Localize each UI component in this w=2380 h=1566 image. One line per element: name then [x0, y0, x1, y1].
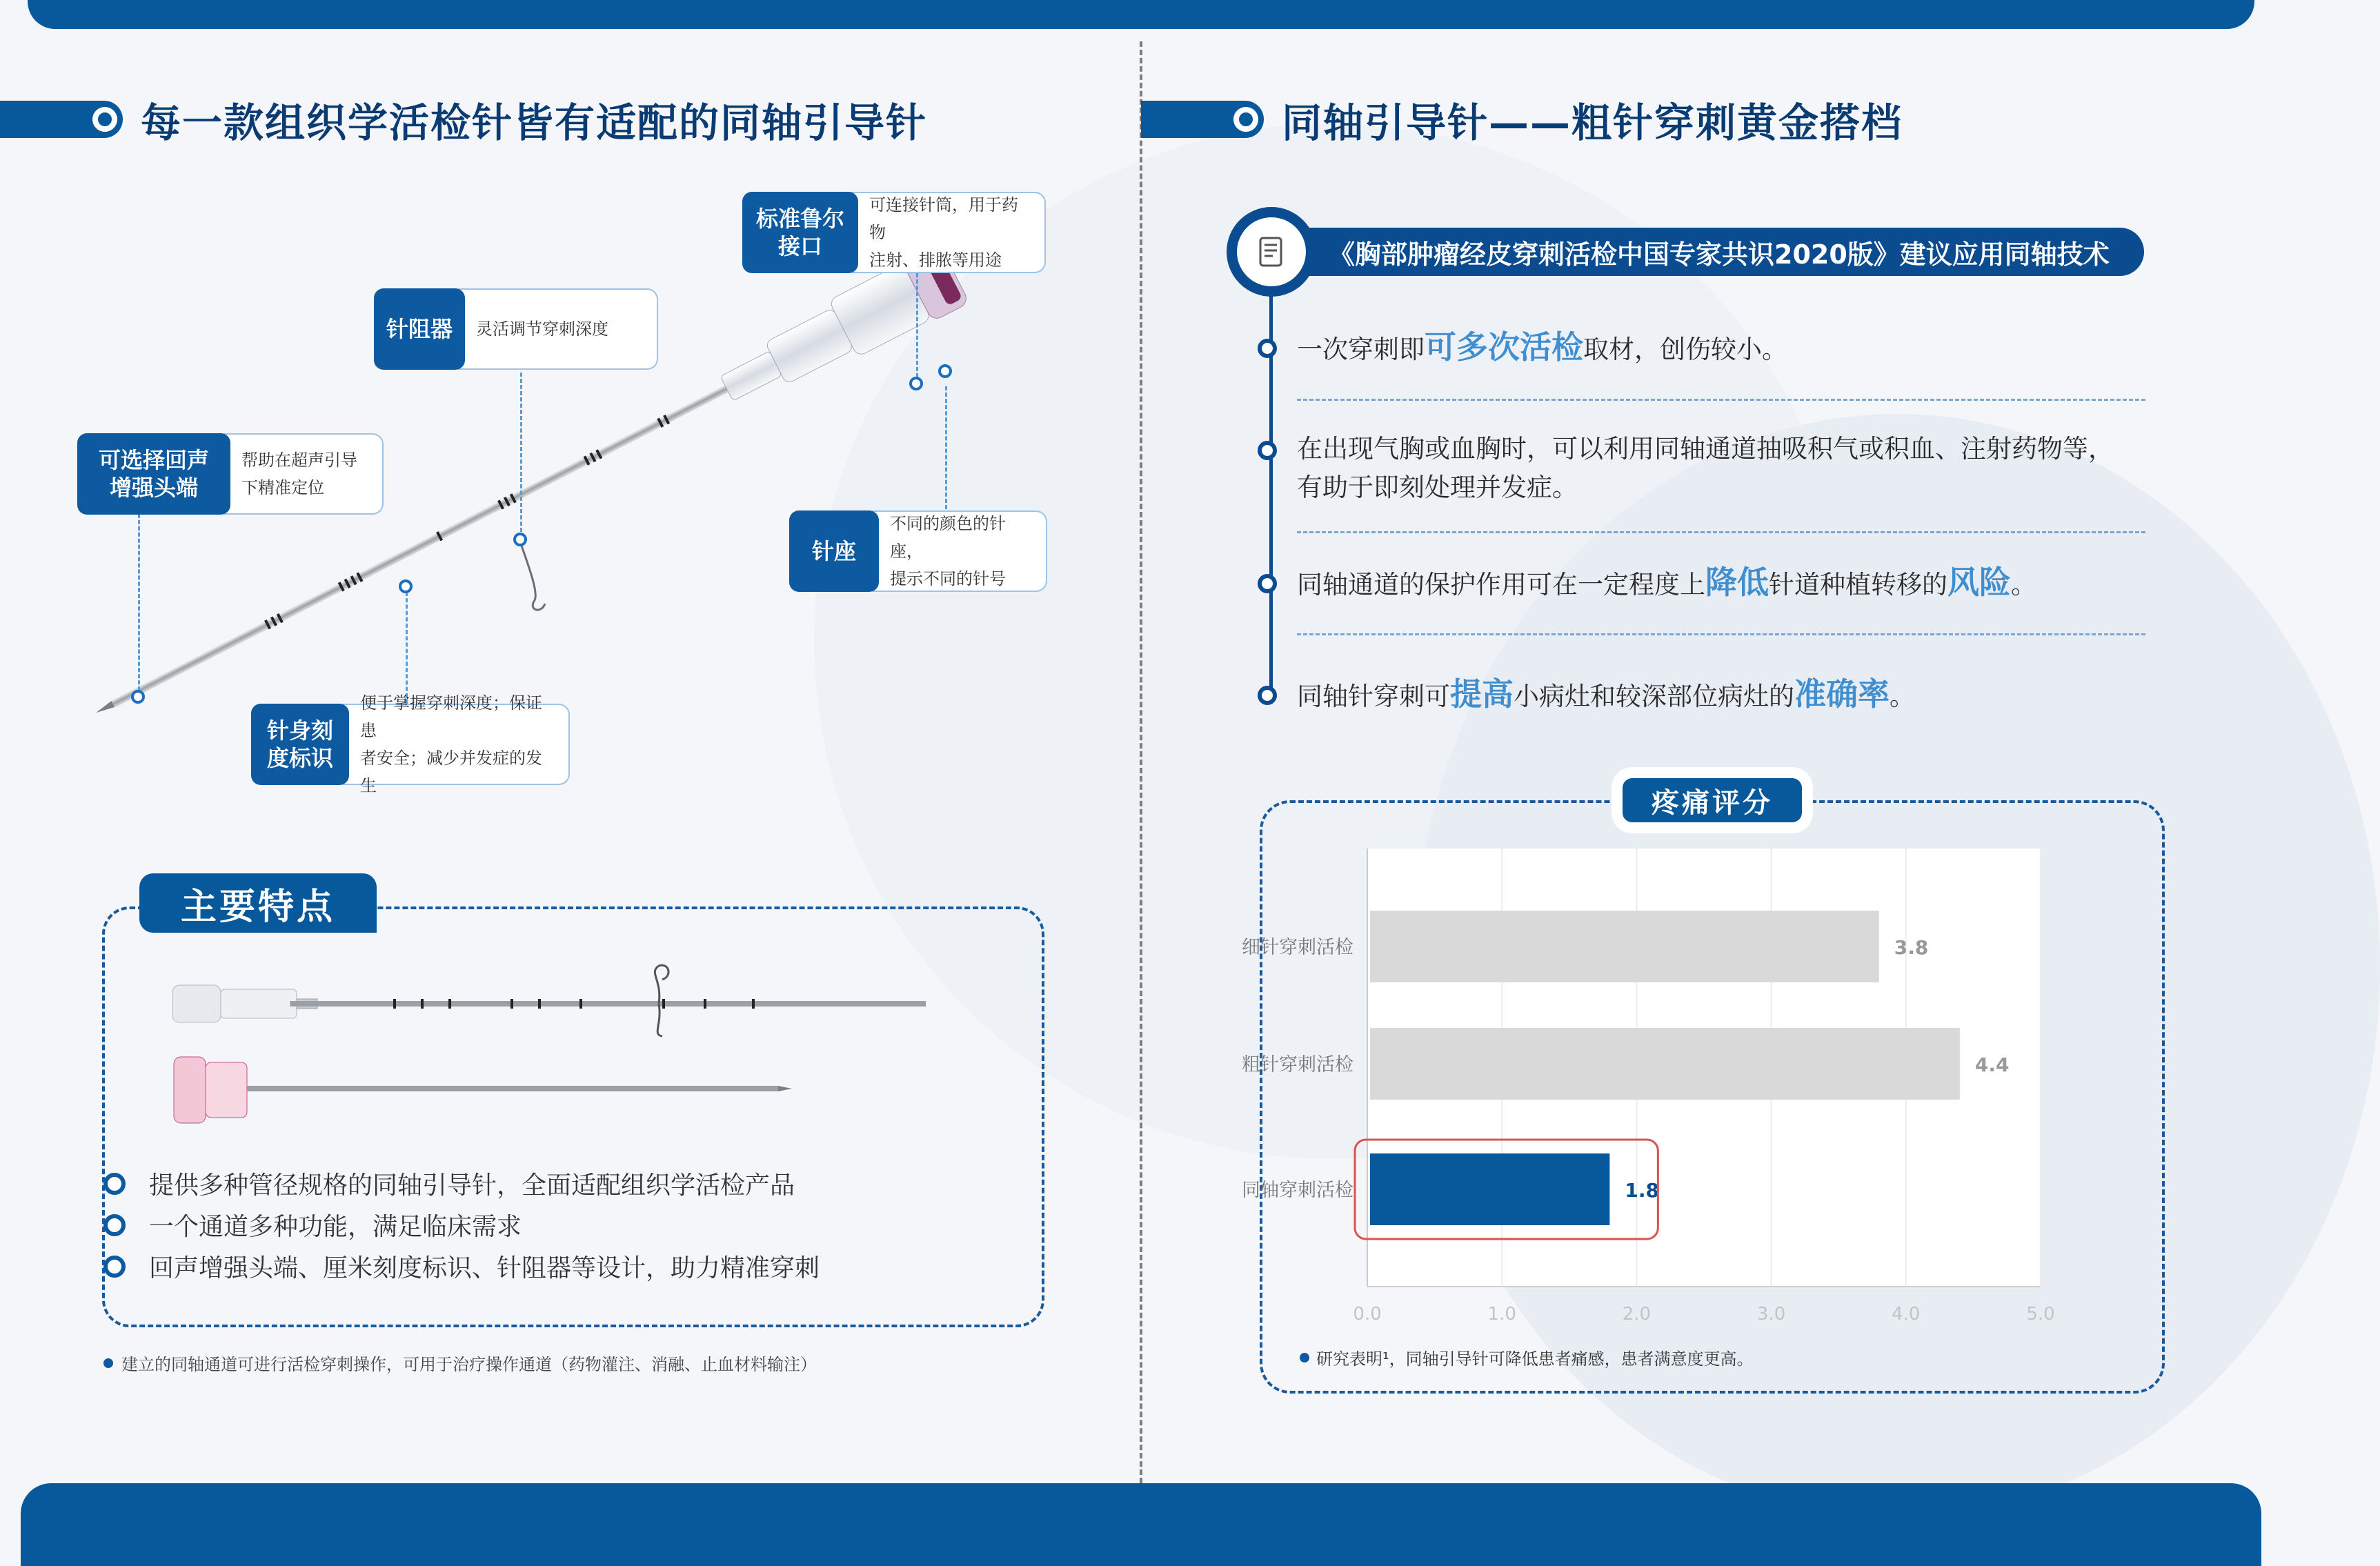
separator — [1297, 399, 2145, 401]
point-item — [1254, 328, 1787, 369]
point-item — [1254, 675, 1915, 716]
x-tick-label: 5.0 — [2026, 1304, 2055, 1325]
marker-dot — [938, 364, 952, 378]
tag-line: 针阻器 — [386, 316, 453, 342]
category-label: 细针穿刺活检 — [1242, 937, 1353, 958]
desc-line: 注射、排脓等用途 — [869, 250, 1002, 270]
bullet-icon — [1258, 441, 1277, 460]
x-tick-label: 3.0 — [1756, 1304, 1786, 1325]
point-text-segment: 同轴针穿刺可 — [1297, 682, 1450, 711]
value-label: 1.8 — [1625, 1179, 1659, 1202]
bullet-icon — [103, 1358, 113, 1368]
x-tick-label: 1.0 — [1487, 1304, 1516, 1325]
highlight-text: 提高 — [1450, 675, 1514, 713]
tag-line: 标准鲁尔 — [755, 206, 844, 232]
marker-dot — [131, 690, 145, 704]
value-label: 4.4 — [1974, 1053, 2010, 1076]
features-title: 主要特点 — [139, 873, 377, 933]
bullet-icon — [1258, 339, 1277, 358]
desc-line: 帮助在超声引导 — [241, 450, 357, 470]
desc-line: 者安全；减少并发症的发生 — [360, 749, 542, 795]
page-divider — [1140, 41, 1142, 1483]
feature-item — [103, 1249, 820, 1284]
leader-line — [916, 273, 918, 384]
bar — [1370, 1028, 1960, 1100]
desc-line: 可连接针筒，用于药物 — [869, 195, 1018, 242]
chart-note-text: 研究表明¹，同轴引导针可降低患者痛感，患者满意度更高。 — [1316, 1349, 1754, 1369]
pain-score-chart — [1242, 828, 2152, 1325]
callout-echo-tip — [77, 433, 384, 515]
tag-line: 接口 — [777, 233, 822, 259]
tag-line: 度标识 — [266, 745, 333, 771]
feature-text: 提供多种管径规格的同轴引导针，全面适配组织学活检产品 — [149, 1171, 795, 1200]
tag-line: 可选择回声 — [98, 447, 209, 473]
point-text — [1297, 563, 2036, 604]
callout-scale — [251, 693, 570, 795]
leader-line — [945, 386, 947, 509]
header-bar — [1141, 101, 1264, 138]
bullet-icon — [1258, 686, 1277, 705]
highlight-text: 准确率 — [1794, 675, 1890, 713]
point-text-segment: 。 — [2011, 570, 2036, 599]
bullet-icon — [1258, 574, 1277, 593]
point-item — [1254, 563, 2036, 604]
bar — [1370, 1153, 1609, 1225]
point-text-segment: 。 — [1890, 682, 1915, 711]
banner-badge — [1227, 207, 1316, 297]
bullet-icon — [103, 1173, 126, 1195]
point-text-segment: 小病灶和较深部位病灶的 — [1514, 682, 1794, 711]
separator — [1297, 531, 2145, 533]
callout-desc — [458, 288, 658, 370]
tag-line: 针座 — [811, 538, 856, 564]
callout-tag — [742, 192, 858, 273]
point-text — [1297, 468, 2114, 507]
point-text-segment: 同轴通道的保护作用可在一定程度上 — [1297, 570, 1705, 599]
x-tick-label: 2.0 — [1622, 1304, 1652, 1325]
desc-line: 下精准定位 — [241, 478, 324, 497]
category-label: 同轴穿刺活检 — [1242, 1180, 1353, 1201]
callout-tag — [251, 704, 349, 785]
callout-desc — [851, 192, 1046, 273]
leader-line — [138, 514, 140, 697]
leader-line — [520, 373, 522, 538]
bar — [1370, 911, 1879, 982]
desc-line: 提示不同的针号 — [890, 569, 1006, 588]
desc-line: 不同的颜色的针座， — [890, 514, 1006, 561]
callout-luer — [742, 192, 1046, 273]
chart-note — [1300, 1345, 1754, 1369]
tag-line: 增强头端 — [109, 475, 198, 501]
category-label: 粗针穿刺活检 — [1242, 1054, 1353, 1076]
feature-text: 回声增强头端、厘米刻度标识、针阻器等设计，助力精准穿刺 — [149, 1254, 820, 1282]
chart-title: 疼痛评分 — [1623, 778, 1802, 822]
point-text-segment: 针道种植转移的 — [1769, 570, 1947, 599]
leader-line — [406, 592, 408, 704]
right-section-title: 同轴引导针——粗针穿刺黄金搭档 — [1282, 99, 1903, 146]
desc-line: 便于掌握穿刺深度；保证患 — [360, 693, 542, 740]
callout-desc — [342, 693, 570, 795]
ring-icon — [1233, 107, 1258, 132]
point-text-segment: 一次穿刺即 — [1297, 335, 1425, 364]
banner-text: 《胸部肿瘤经皮穿刺活检中国专家共识2020版》建议应用同轴技术 — [1254, 228, 2144, 276]
x-tick-label: 0.0 — [1353, 1304, 1382, 1325]
left-section-title: 每一款组织学活检针皆有适配的同轴引导针 — [141, 99, 928, 146]
x-tick-label: 4.0 — [1892, 1304, 1921, 1325]
feature-text: 一个通道多种功能，满足临床需求 — [149, 1213, 522, 1241]
tag-line: 针身刻 — [266, 717, 333, 744]
point-text — [1297, 430, 2114, 468]
consensus-banner — [1227, 207, 2144, 283]
marker-dot — [399, 579, 413, 593]
feature-item — [103, 1166, 795, 1201]
point-text-segment: 取材，创伤较小。 — [1583, 335, 1787, 364]
callout-tag — [374, 288, 465, 370]
callout-hub — [789, 511, 1047, 592]
product-images — [166, 959, 980, 1131]
feature-item — [103, 1207, 522, 1242]
callout-desc — [872, 511, 1047, 592]
point-text — [1297, 675, 1915, 716]
separator — [1297, 633, 2145, 635]
bottom-band — [21, 1483, 2261, 1566]
callout-desc — [224, 433, 384, 515]
callout-tag — [77, 433, 230, 515]
document-icon — [1237, 217, 1306, 286]
desc-line: 灵活调节穿刺深度 — [476, 319, 608, 339]
point-text — [1297, 328, 1787, 369]
marker-dot — [909, 377, 923, 390]
marker-dot — [513, 533, 527, 546]
point-text-segment: 在出现气胸或血胸时，可以利用同轴通道抽吸积气或积血、注射药物等， — [1297, 434, 2114, 464]
value-label: 3.8 — [1894, 936, 1929, 959]
point-text-segment: 有助于即刻处理并发症。 — [1297, 473, 1578, 502]
point-item — [1254, 430, 2114, 507]
left-footnote — [103, 1351, 817, 1375]
right-section-header — [1141, 95, 1903, 146]
highlight-text: 降低 — [1705, 564, 1769, 601]
callout-tag — [789, 511, 879, 592]
bullet-icon — [103, 1256, 126, 1278]
highlight-text: 可多次活检 — [1425, 328, 1583, 366]
bullet-icon — [1300, 1353, 1309, 1362]
footnote-text: 建立的同轴通道可进行活检穿刺操作，可用于治疗操作通道（药物灌注、消融、止血材料输注） — [121, 1355, 817, 1374]
bullet-icon — [103, 1214, 126, 1236]
callout-stopper — [374, 288, 658, 370]
highlight-text: 风险 — [1947, 564, 2011, 601]
